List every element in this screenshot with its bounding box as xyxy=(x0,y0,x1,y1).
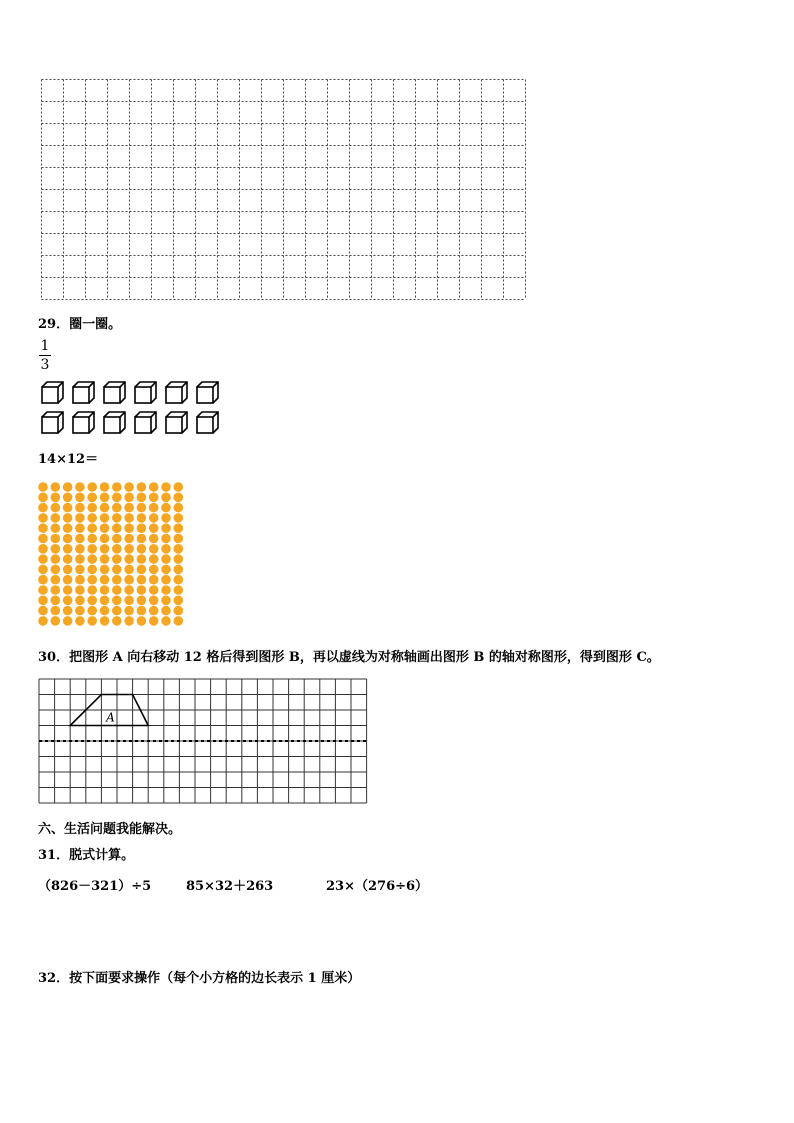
dot xyxy=(112,616,122,626)
dot xyxy=(63,616,73,626)
dot xyxy=(174,565,184,575)
dot xyxy=(75,523,85,533)
dot xyxy=(124,554,134,564)
dot xyxy=(38,616,48,626)
dot xyxy=(149,523,159,533)
dot xyxy=(137,534,147,544)
dot xyxy=(38,554,48,564)
dot xyxy=(174,493,184,503)
cube-icon xyxy=(73,382,94,403)
dot xyxy=(87,554,97,564)
dot xyxy=(112,544,122,554)
q29-dot-array xyxy=(36,481,212,631)
dot xyxy=(149,585,159,595)
dot xyxy=(51,482,61,492)
dot xyxy=(63,585,73,595)
dot xyxy=(174,534,184,544)
dot xyxy=(51,575,61,585)
dot xyxy=(100,575,110,585)
dot xyxy=(63,493,73,503)
dot xyxy=(149,606,159,616)
dot xyxy=(174,523,184,533)
cube-icon xyxy=(104,412,125,433)
dot xyxy=(100,554,110,564)
dot xyxy=(137,596,147,606)
dot xyxy=(161,482,171,492)
dot xyxy=(161,544,171,554)
dot xyxy=(137,554,147,564)
dot xyxy=(100,565,110,575)
dot xyxy=(174,585,184,595)
dot xyxy=(38,565,48,575)
q29-cubes xyxy=(40,380,240,440)
dot xyxy=(51,544,61,554)
dot xyxy=(87,493,97,503)
dot xyxy=(87,596,97,606)
dot xyxy=(87,503,97,513)
dot xyxy=(112,503,122,513)
dot xyxy=(87,523,97,533)
dot xyxy=(38,575,48,585)
dot xyxy=(100,544,110,554)
dot xyxy=(174,606,184,616)
dot xyxy=(112,606,122,616)
dot xyxy=(161,554,171,564)
dot xyxy=(137,513,147,523)
dot xyxy=(137,575,147,585)
dot xyxy=(38,513,48,523)
dot xyxy=(75,503,85,513)
dot xyxy=(63,575,73,585)
dot xyxy=(87,565,97,575)
top-square-grid xyxy=(40,78,530,304)
dot xyxy=(112,575,122,585)
q31-expression-3: 23×（276÷6） xyxy=(326,879,429,894)
dot xyxy=(112,585,122,595)
cube-icon xyxy=(104,382,125,403)
cube-icon xyxy=(166,412,187,433)
dot xyxy=(149,575,159,585)
dot xyxy=(124,482,134,492)
dot xyxy=(87,482,97,492)
dot xyxy=(137,585,147,595)
dot xyxy=(38,503,48,513)
dot xyxy=(174,482,184,492)
dot xyxy=(38,596,48,606)
dot xyxy=(124,575,134,585)
dot xyxy=(63,513,73,523)
dot xyxy=(75,606,85,616)
dot xyxy=(38,493,48,503)
dot xyxy=(174,616,184,626)
dot xyxy=(75,616,85,626)
q30-grid xyxy=(38,678,368,806)
dot xyxy=(87,585,97,595)
dot xyxy=(38,482,48,492)
dot xyxy=(75,554,85,564)
q29-equation: 14×12＝ xyxy=(38,452,99,467)
dot xyxy=(124,523,134,533)
dot xyxy=(124,513,134,523)
dot xyxy=(51,523,61,533)
dot xyxy=(100,523,110,533)
dot xyxy=(161,596,171,606)
dot xyxy=(87,544,97,554)
dot xyxy=(124,606,134,616)
dot xyxy=(149,616,159,626)
fraction-bar xyxy=(39,355,51,356)
fraction-numerator: 1 xyxy=(40,338,50,354)
dot xyxy=(149,554,159,564)
section6-title: 六、生活问题我能解决。 xyxy=(38,822,182,837)
dot xyxy=(38,534,48,544)
dot xyxy=(161,585,171,595)
dot xyxy=(174,513,184,523)
dot xyxy=(137,482,147,492)
dot xyxy=(100,606,110,616)
dot xyxy=(124,534,134,544)
dot xyxy=(75,513,85,523)
dot xyxy=(51,493,61,503)
cube-icon xyxy=(135,382,156,403)
dot xyxy=(112,513,122,523)
dot xyxy=(63,482,73,492)
dot xyxy=(124,493,134,503)
dot xyxy=(174,596,184,606)
dot xyxy=(51,606,61,616)
dot xyxy=(124,503,134,513)
dot xyxy=(137,565,147,575)
shape-a-label: A xyxy=(106,710,115,725)
dot xyxy=(137,606,147,616)
dot xyxy=(161,523,171,533)
dot xyxy=(100,482,110,492)
dot xyxy=(149,534,159,544)
dot xyxy=(112,596,122,606)
dot xyxy=(112,482,122,492)
q29-title: 29．圈一圈。 xyxy=(38,317,122,332)
dot xyxy=(51,565,61,575)
dot xyxy=(87,513,97,523)
dot xyxy=(63,544,73,554)
dot xyxy=(100,616,110,626)
cube-icon xyxy=(166,382,187,403)
dot xyxy=(137,503,147,513)
dot xyxy=(87,616,97,626)
dot xyxy=(161,565,171,575)
dot xyxy=(149,544,159,554)
q30-title: 30．把图形 A 向右移动 12 格后得到图形 B，再以虚线为对称轴画出图形 B 的轴对称图形，得到图形 C。 xyxy=(38,650,660,665)
dot xyxy=(112,554,122,564)
dot xyxy=(38,585,48,595)
dot xyxy=(112,523,122,533)
fraction-denominator: 3 xyxy=(40,357,50,373)
dot xyxy=(75,544,85,554)
dot xyxy=(63,523,73,533)
dot xyxy=(100,534,110,544)
dot xyxy=(87,575,97,585)
dot xyxy=(63,503,73,513)
cube-icon xyxy=(197,382,218,403)
dot xyxy=(100,596,110,606)
cube-icon xyxy=(197,412,218,433)
dot xyxy=(38,523,48,533)
dot xyxy=(137,523,147,533)
dot xyxy=(137,493,147,503)
cube-icon xyxy=(73,412,94,433)
dot xyxy=(63,596,73,606)
q31-expression-1: （826－321）÷5 xyxy=(38,879,152,894)
dot xyxy=(124,544,134,554)
dot xyxy=(87,534,97,544)
q31-expression-2: 85×32＋263 xyxy=(186,879,274,894)
cube-icon xyxy=(42,382,63,403)
dot xyxy=(51,596,61,606)
cube-icon xyxy=(42,412,63,433)
dot xyxy=(149,596,159,606)
cube-icon xyxy=(135,412,156,433)
dot xyxy=(124,565,134,575)
dot xyxy=(100,585,110,595)
dot xyxy=(161,606,171,616)
dot xyxy=(63,565,73,575)
dot xyxy=(38,544,48,554)
dot xyxy=(161,493,171,503)
dot xyxy=(63,534,73,544)
dot xyxy=(63,554,73,564)
dot xyxy=(124,585,134,595)
dot xyxy=(174,503,184,513)
dot xyxy=(75,534,85,544)
dot xyxy=(137,544,147,554)
dot xyxy=(51,616,61,626)
dot xyxy=(137,616,147,626)
dot xyxy=(161,503,171,513)
dot xyxy=(112,565,122,575)
dot xyxy=(112,534,122,544)
dot xyxy=(149,513,159,523)
dot xyxy=(75,565,85,575)
dot xyxy=(51,513,61,523)
dot xyxy=(124,616,134,626)
dot xyxy=(100,503,110,513)
dot xyxy=(149,503,159,513)
dot xyxy=(161,513,171,523)
dot xyxy=(161,575,171,585)
dot xyxy=(149,482,159,492)
dot xyxy=(124,596,134,606)
dot xyxy=(75,596,85,606)
dot xyxy=(161,616,171,626)
dot xyxy=(51,503,61,513)
dot xyxy=(75,575,85,585)
dot xyxy=(174,544,184,554)
q32-title: 32．按下面要求操作（每个小方格的边长表示 1 厘米） xyxy=(38,971,361,986)
dot xyxy=(174,554,184,564)
dot xyxy=(87,606,97,616)
dot xyxy=(51,585,61,595)
dot xyxy=(100,493,110,503)
q29-fraction xyxy=(38,339,52,372)
dot xyxy=(51,534,61,544)
dot xyxy=(75,585,85,595)
q31-title: 31．脱式计算。 xyxy=(38,848,135,863)
dot xyxy=(51,554,61,564)
dot xyxy=(100,513,110,523)
dot xyxy=(112,493,122,503)
dot xyxy=(75,493,85,503)
dot xyxy=(63,606,73,616)
dot xyxy=(161,534,171,544)
dot xyxy=(174,575,184,585)
dot xyxy=(38,606,48,616)
dot xyxy=(149,493,159,503)
dot xyxy=(149,565,159,575)
dot xyxy=(75,482,85,492)
